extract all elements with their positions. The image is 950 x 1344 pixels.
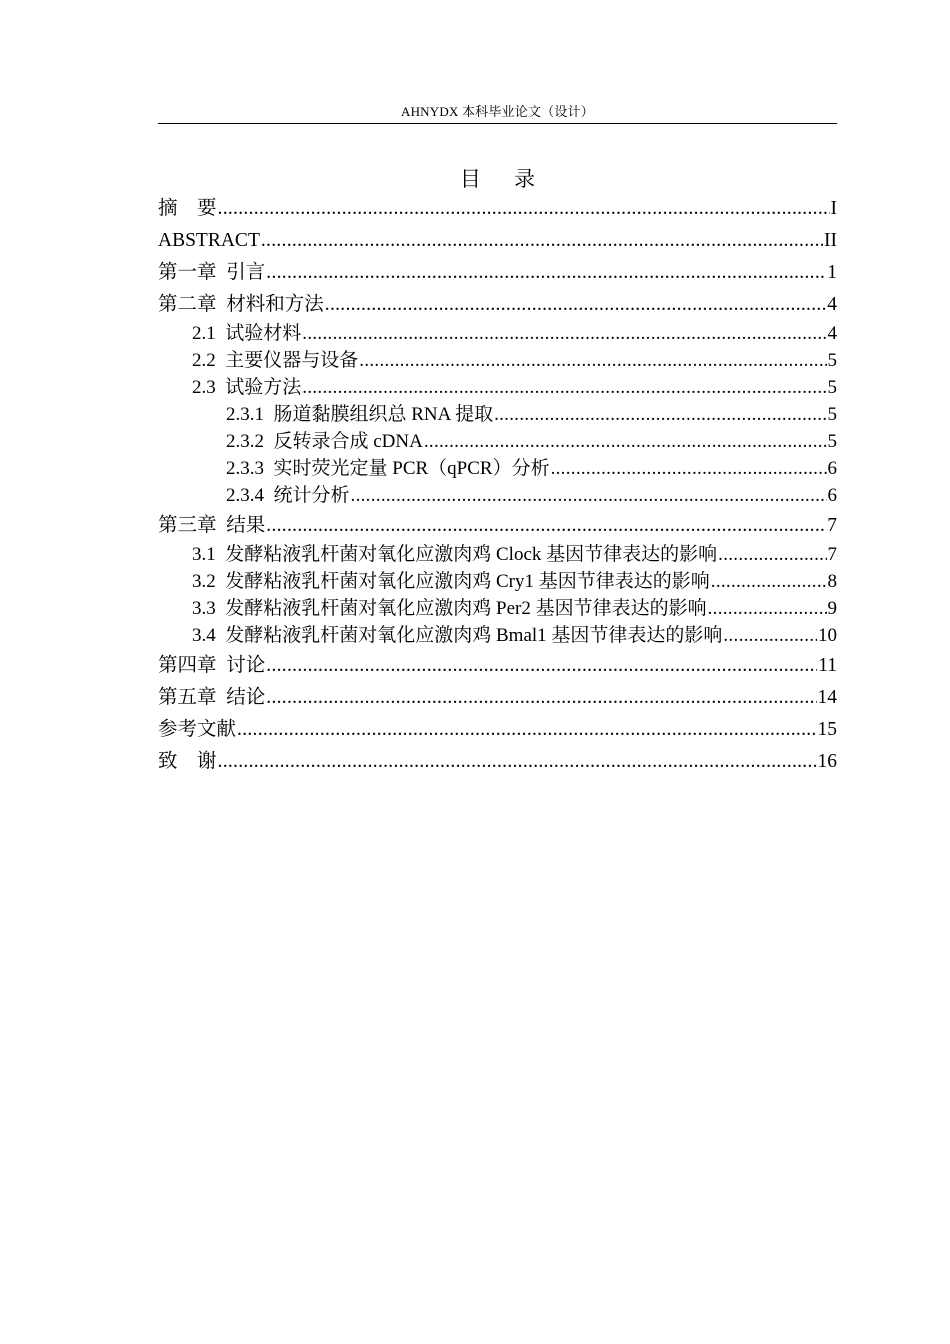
toc-entry-page: 4 (827, 323, 837, 344)
toc-entry-chapter-1[interactable] (158, 261, 837, 285)
dot-leader (302, 322, 826, 346)
page-header: AHNYDX 本科毕业论文（设计） (401, 104, 594, 119)
toc-entry-chapter-3[interactable] (158, 514, 837, 538)
toc-entry-abstract-cn[interactable] (158, 197, 837, 221)
toc-entry-page: 4 (827, 294, 837, 315)
toc-entry-label: 3.2 发酵粘液乳杆菌对氧化应激肉鸡 Cry1 基因节律表达的影响 (192, 571, 710, 592)
toc-entry-label: 第一章 引言 (158, 262, 266, 283)
dot-leader (551, 457, 827, 481)
toc-entry-label: 2.3.2 反转录合成 cDNA (226, 431, 423, 452)
toc-entry-page: I (830, 198, 837, 219)
toc-entry-label: 2.1 试验材料 (192, 323, 302, 344)
dot-leader (494, 403, 826, 427)
dot-leader (723, 624, 817, 648)
toc-entry-page: II (824, 230, 837, 251)
dot-leader (266, 686, 816, 710)
toc-entry-section-2-1[interactable] (158, 322, 837, 346)
dot-leader (218, 750, 817, 774)
toc-entry-section-3-1[interactable] (158, 543, 837, 567)
toc-entry-label: 致 谢 (158, 751, 217, 772)
toc-entry-abstract-en[interactable] (158, 229, 837, 253)
toc-entry-page: 11 (818, 655, 837, 676)
dot-leader (718, 543, 826, 567)
toc-entry-section-3-2[interactable] (158, 570, 837, 594)
toc-entry-references[interactable] (158, 718, 837, 742)
toc-entry-label: 2.2 主要仪器与设备 (192, 350, 359, 371)
dot-leader (711, 570, 827, 594)
toc-entry-label: 2.3.4 统计分析 (226, 485, 350, 506)
toc-entry-label: 2.3.1 肠道黏膜组织总 RNA 提取 (226, 404, 494, 425)
toc-entry-section-2-3-2[interactable] (158, 430, 837, 454)
toc-entry-page: 10 (818, 625, 837, 646)
toc-entry-page: 6 (827, 485, 837, 506)
toc-entry-page: 6 (827, 458, 837, 479)
toc-entry-acknowledgements[interactable] (158, 750, 837, 774)
dot-leader (266, 514, 826, 538)
dot-leader (237, 718, 816, 742)
toc-entry-section-2-3[interactable] (158, 376, 837, 400)
toc-entry-section-2-3-4[interactable] (158, 484, 837, 508)
toc-entry-page: 5 (827, 377, 837, 398)
dot-leader (708, 597, 827, 621)
toc-title: 目 录 (459, 167, 550, 191)
dot-leader (424, 430, 827, 454)
toc-entry-page: 14 (817, 687, 837, 708)
dot-leader (325, 293, 826, 317)
toc-entry-page: 15 (817, 719, 837, 740)
toc-entry-chapter-4[interactable] (158, 654, 837, 678)
toc-entry-section-3-3[interactable] (158, 597, 837, 621)
toc-entry-page: 7 (827, 515, 837, 536)
toc-entry-page: 9 (827, 598, 837, 619)
toc-entry-label: 参考文献 (158, 719, 237, 740)
dot-leader (266, 261, 826, 285)
toc-entry-section-2-2[interactable] (158, 349, 837, 373)
toc-entry-label: 3.1 发酵粘液乳杆菌对氧化应激肉鸡 Clock 基因节律表达的影响 (192, 544, 718, 565)
toc-entry-chapter-5[interactable] (158, 686, 837, 710)
toc-entry-section-2-3-1[interactable] (158, 403, 837, 427)
dot-leader (359, 349, 826, 373)
dot-leader (218, 197, 830, 221)
toc-entry-label: 第五章 结论 (158, 687, 266, 708)
toc-entry-label: ABSTRACT (158, 230, 260, 251)
toc-entry-label: 第三章 结果 (158, 515, 266, 536)
toc-entry-label: 摘 要 (158, 198, 217, 219)
toc-entry-label: 2.3 试验方法 (192, 377, 302, 398)
toc-entry-section-3-4[interactable] (158, 624, 837, 648)
dot-leader (266, 654, 817, 678)
toc-entry-label: 2.3.3 实时荧光定量 PCR（qPCR）分析 (226, 458, 550, 479)
toc-entry-label: 第四章 讨论 (158, 655, 266, 676)
toc-entry-page: 5 (827, 404, 837, 425)
toc-entry-page: 5 (827, 350, 837, 371)
toc-entry-page: 16 (817, 751, 837, 772)
toc-entry-chapter-2[interactable] (158, 293, 837, 317)
toc-entry-label: 3.4 发酵粘液乳杆菌对氧化应激肉鸡 Bmal1 基因节律表达的影响 (192, 625, 723, 646)
toc-entry-label: 3.3 发酵粘液乳杆菌对氧化应激肉鸡 Per2 基因节律表达的影响 (192, 598, 707, 619)
dot-leader (351, 484, 827, 508)
dot-leader (302, 376, 826, 400)
dot-leader (261, 229, 823, 253)
toc-entry-section-2-3-3[interactable] (158, 457, 837, 481)
toc-entry-page: 5 (827, 431, 837, 452)
toc-entry-page: 1 (827, 262, 837, 283)
toc-entry-page: 7 (827, 544, 837, 565)
toc-entry-page: 8 (827, 571, 837, 592)
toc-entry-label: 第二章 材料和方法 (158, 294, 324, 315)
table-of-contents (158, 0, 837, 1344)
